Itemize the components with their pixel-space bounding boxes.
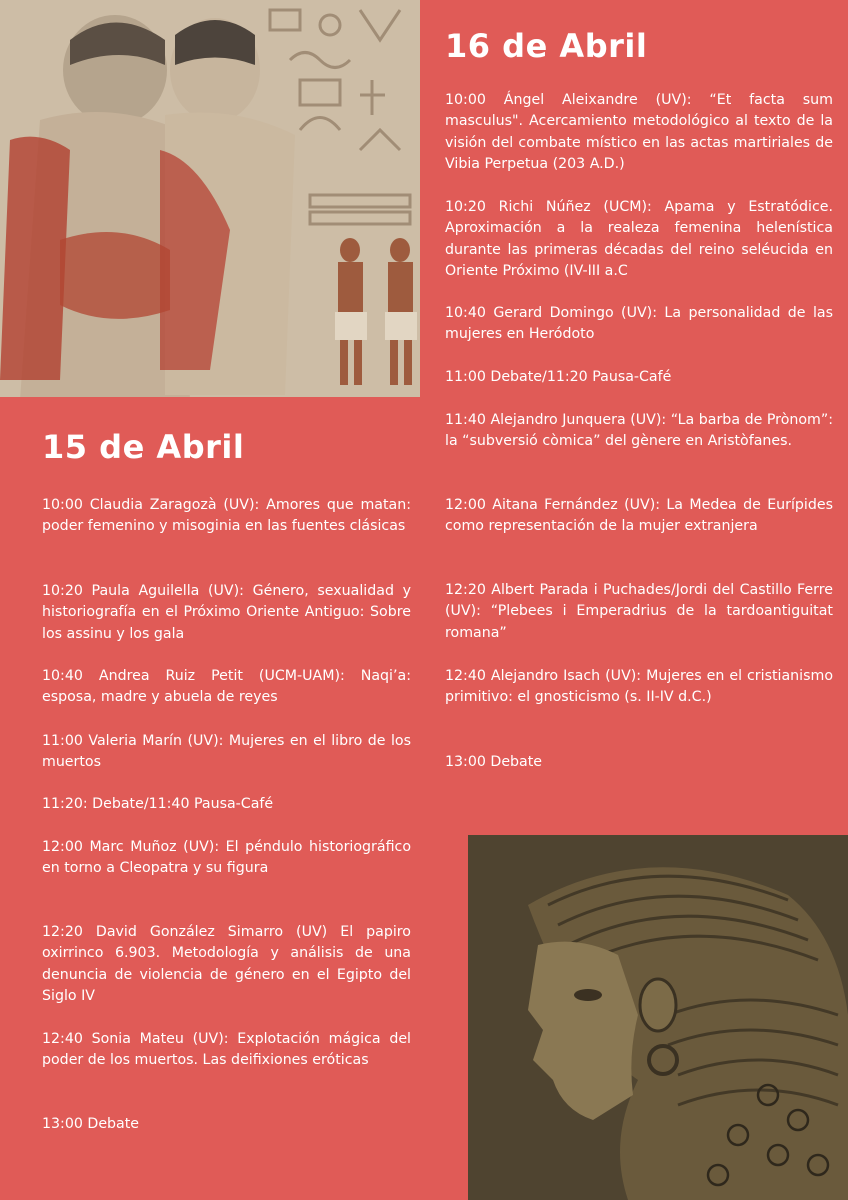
schedule-item: 10:40 Andrea Ruiz Petit (UCM-UAM): Naqi’a: esposa, madre y abuela de reyes: [42, 668, 411, 706]
schedule-item: 10:40 Gerard Domingo (UV): La personalidad de las mujeres en Heródoto: [445, 305, 833, 343]
schedule-item: 12:00 Marc Muñoz (UV): El péndulo historiográfico en torno a Cleopatra y su figura: [42, 839, 411, 877]
day-1-title: 15 de Abril: [42, 428, 245, 466]
schedule-item: 11:40 Alejandro Junquera (UV): “La barba de Prònom”: la “subversió còmica” del gènere en Aristòfanes.: [445, 412, 833, 450]
schedule-item: 12:20 Albert Parada i Puchades/Jordi del Castillo Ferre (UV): “Plebees i Emperadrius de la tardoantiguitat romana”: [445, 582, 833, 641]
schedule-item: 13:00 Debate: [42, 1116, 140, 1132]
schedule-item: 10:00 Ángel Aleixandre (UV): “Et facta sum masculus". Acercamiento metodológico al texto de la visión del combate místico en las actas martiriales de Vibia Perpetua (203 A.D.): [445, 92, 833, 172]
schedule-item: 10:20 Richi Núñez (UCM): Apama y Estratódice. Aproximación a la realeza femenina helenística durante las primeras décadas del reino seléucida en Oriente Próximo (IV-III a.C: [445, 199, 833, 279]
schedule-item: 12:40 Alejandro Isach (UV): Mujeres en el cristianismo primitivo: el gnosticismo (s. II-IV d.C.): [445, 668, 833, 706]
schedule-item: 12:00 Aitana Fernández (UV): La Medea de Eurípides como representación de la mujer extranjera: [445, 497, 833, 535]
schedule-item: 11:00 Valeria Marín (UV): Mujeres en el libro de los muertos: [42, 733, 411, 771]
schedule-item: 11:00 Debate/11:20 Pausa-Café: [445, 369, 672, 385]
egyptian-relief-image: [0, 0, 420, 397]
schedule-item: 12:40 Sonia Mateu (UV): Explotación mágica del poder de los muertos. Las deifixiones eróticas: [42, 1031, 411, 1069]
schedule-item: 12:20 David González Simarro (UV) El papiro oxirrinco 6.903. Metodología y análisis de una denuncia de violencia de género en el Egipto del Siglo IV: [42, 924, 411, 1004]
schedule-item: 10:00 Claudia Zaragozà (UV): Amores que matan: poder femenino y misoginia en las fuentes clásicas: [42, 497, 411, 535]
schedule-item: 10:20 Paula Aguilella (UV): Género, sexualidad y historiografía en el Próximo Oriente Antiguo: Sobre los assinu y los gala: [42, 583, 411, 642]
schedule-item: 13:00 Debate: [445, 754, 543, 770]
day-2-title: 16 de Abril: [445, 27, 648, 65]
schedule-item: 11:20: Debate/11:40 Pausa-Café: [42, 796, 274, 812]
assyrian-relief-image: [468, 835, 848, 1200]
